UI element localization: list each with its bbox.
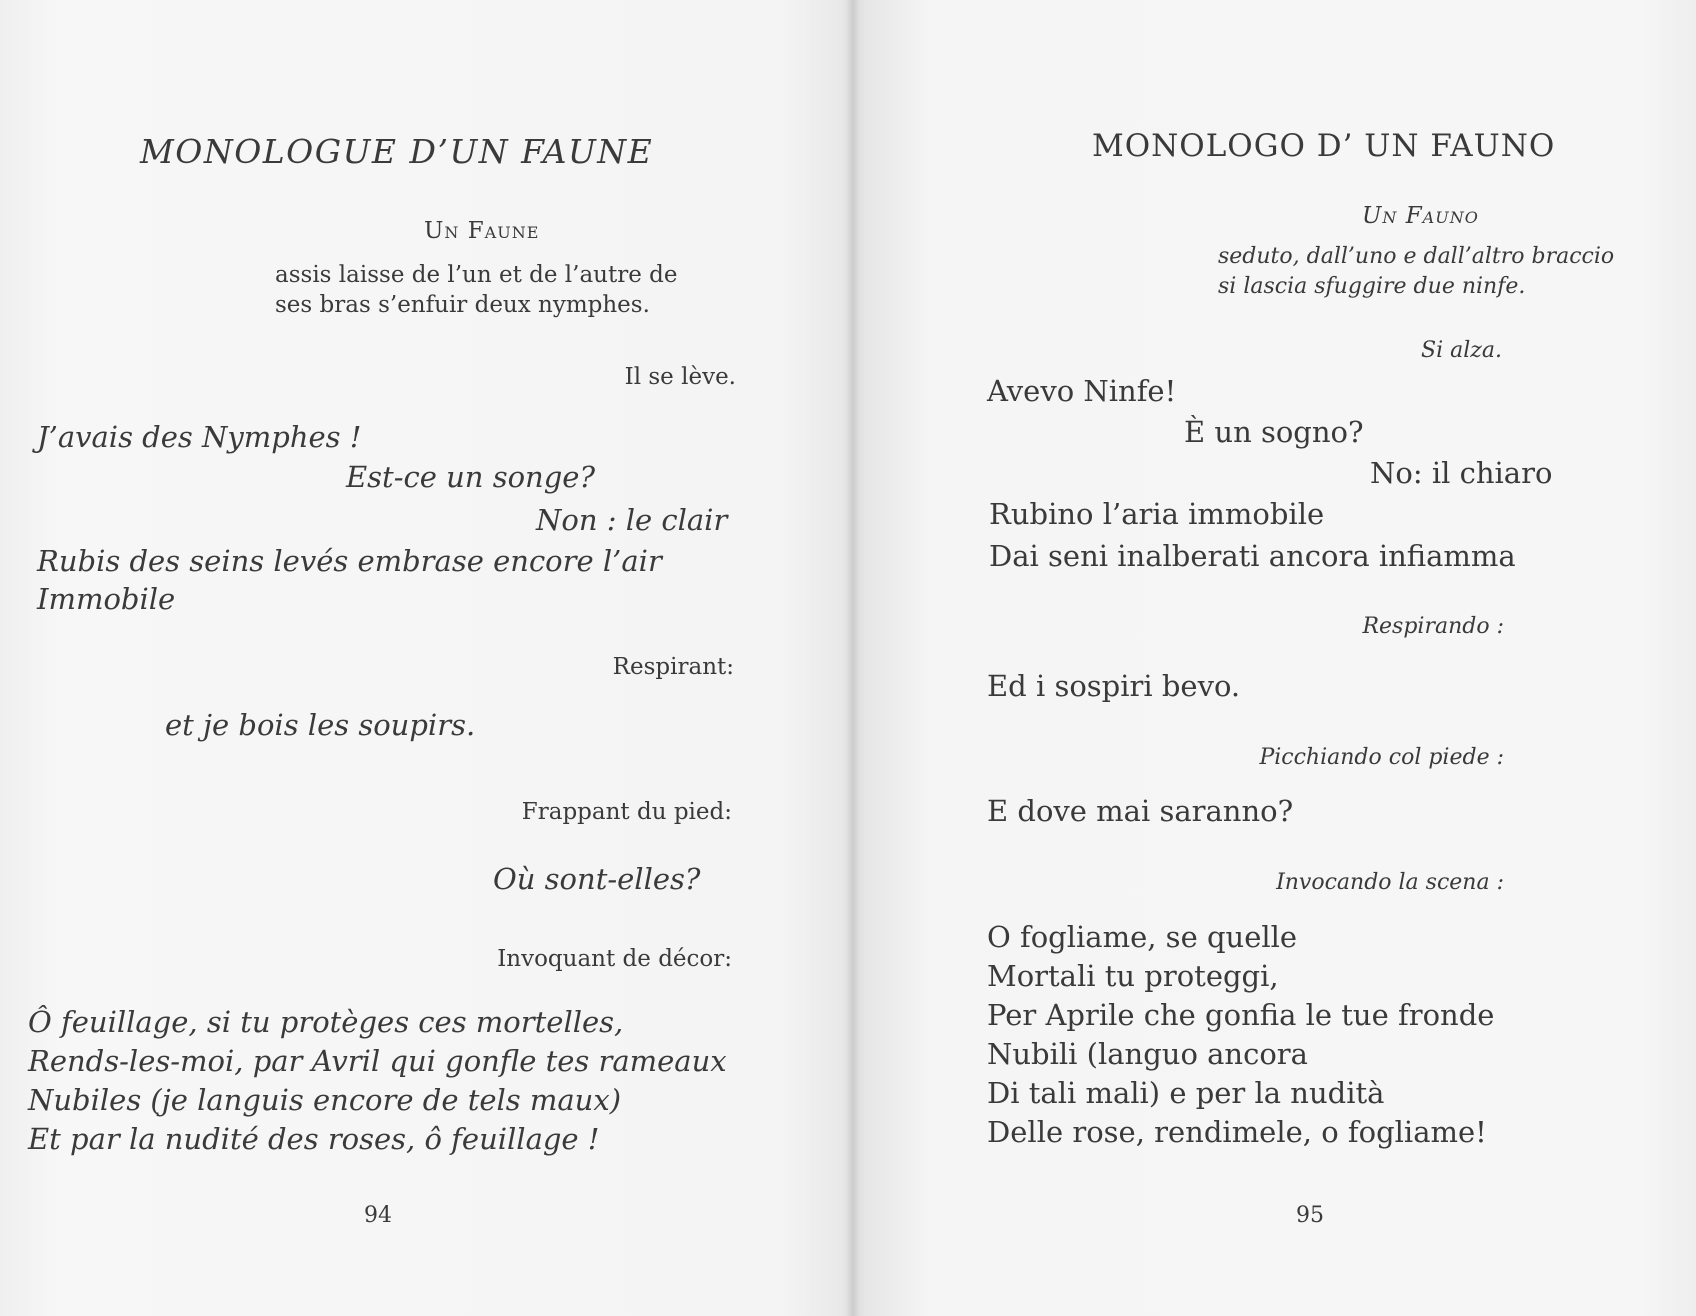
verse-line: Ed i sospiri bevo.: [987, 669, 1241, 703]
page-title: MONOLOGO D’ UN FAUNO: [1092, 128, 1556, 164]
stanza-line: Rends-les-moi, par Avril qui gonfle tes rameaux: [28, 1044, 727, 1078]
stanza-line: Mortali tu proteggi,: [987, 959, 1279, 993]
direction-rise: Si alza.: [1421, 338, 1502, 363]
direction-stamping: Frappant du pied:: [521, 799, 732, 825]
stanza: [987, 918, 1494, 1152]
verse-line: E dove mai saranno?: [987, 794, 1294, 828]
stanza: [28, 1003, 727, 1159]
character-name: Un Fauno: [1362, 203, 1479, 229]
stage-direction-line: ses bras s’enfuir deux nymphes.: [275, 292, 650, 318]
stanza-line: Per Aprile che gonfia le tue fronde: [987, 998, 1495, 1032]
verse-line: et je bois les soupirs.: [165, 708, 476, 742]
stage-direction: [1218, 242, 1673, 302]
stage-direction-line: si lascia sfuggire due ninfe.: [1218, 274, 1526, 299]
verse-line: Est-ce un songe?: [346, 460, 595, 494]
verse-line: Avevo Ninfe!: [987, 374, 1177, 408]
character-name: Un Faune: [424, 218, 540, 244]
direction-invoking: Invoquant de décor:: [497, 946, 732, 972]
verse-line: J’avais des Nymphes !: [37, 420, 362, 454]
stanza-line: Nubiles (je languis encore de tels maux): [28, 1083, 622, 1117]
direction-rise: Il se lève.: [624, 364, 736, 390]
direction-breathing: Respirant:: [612, 654, 734, 680]
stanza-line: Di tali mali) e per la nudità: [987, 1076, 1385, 1110]
stanza-line: Et par la nudité des roses, ô feuillage !: [28, 1122, 600, 1156]
verse-line: Immobile: [37, 582, 176, 616]
stage-direction-line: seduto, dall’uno e dall’altro braccio: [1218, 244, 1615, 269]
verse-line: Rubis des seins levés embrase encore l’air: [37, 544, 662, 578]
direction-stamping: Picchiando col piede :: [1259, 745, 1504, 770]
direction-invoking: Invocando la scena :: [1276, 870, 1504, 895]
verse-line: No: il chiaro: [1370, 456, 1553, 490]
verse-line: Où sont-elles?: [493, 862, 701, 896]
page-number: 95: [1296, 1203, 1324, 1228]
verse-line: Dai seni inalberati ancora infiamma: [989, 539, 1516, 573]
verse-line: Non : le clair: [536, 503, 728, 537]
right-page: [848, 0, 1696, 1316]
verse-line: È un sogno?: [1184, 415, 1364, 449]
page-title: MONOLOGUE D’UN FAUNE: [140, 132, 654, 171]
stanza-line: Ô feuillage, si tu protèges ces mortelles,: [28, 1005, 624, 1039]
stanza-line: Delle rose, rendimele, o fogliame!: [987, 1115, 1487, 1149]
stanza-line: O fogliame, se quelle: [987, 920, 1298, 954]
stanza-line: Nubili (languo ancora: [987, 1037, 1308, 1071]
verse-line: Rubino l’aria immobile: [989, 497, 1325, 531]
stage-direction-line: assis laisse de l’un et de l’autre de: [275, 262, 678, 288]
page-number: 94: [364, 1203, 392, 1228]
direction-breathing: Respirando :: [1362, 614, 1504, 639]
stage-direction: [275, 260, 739, 320]
